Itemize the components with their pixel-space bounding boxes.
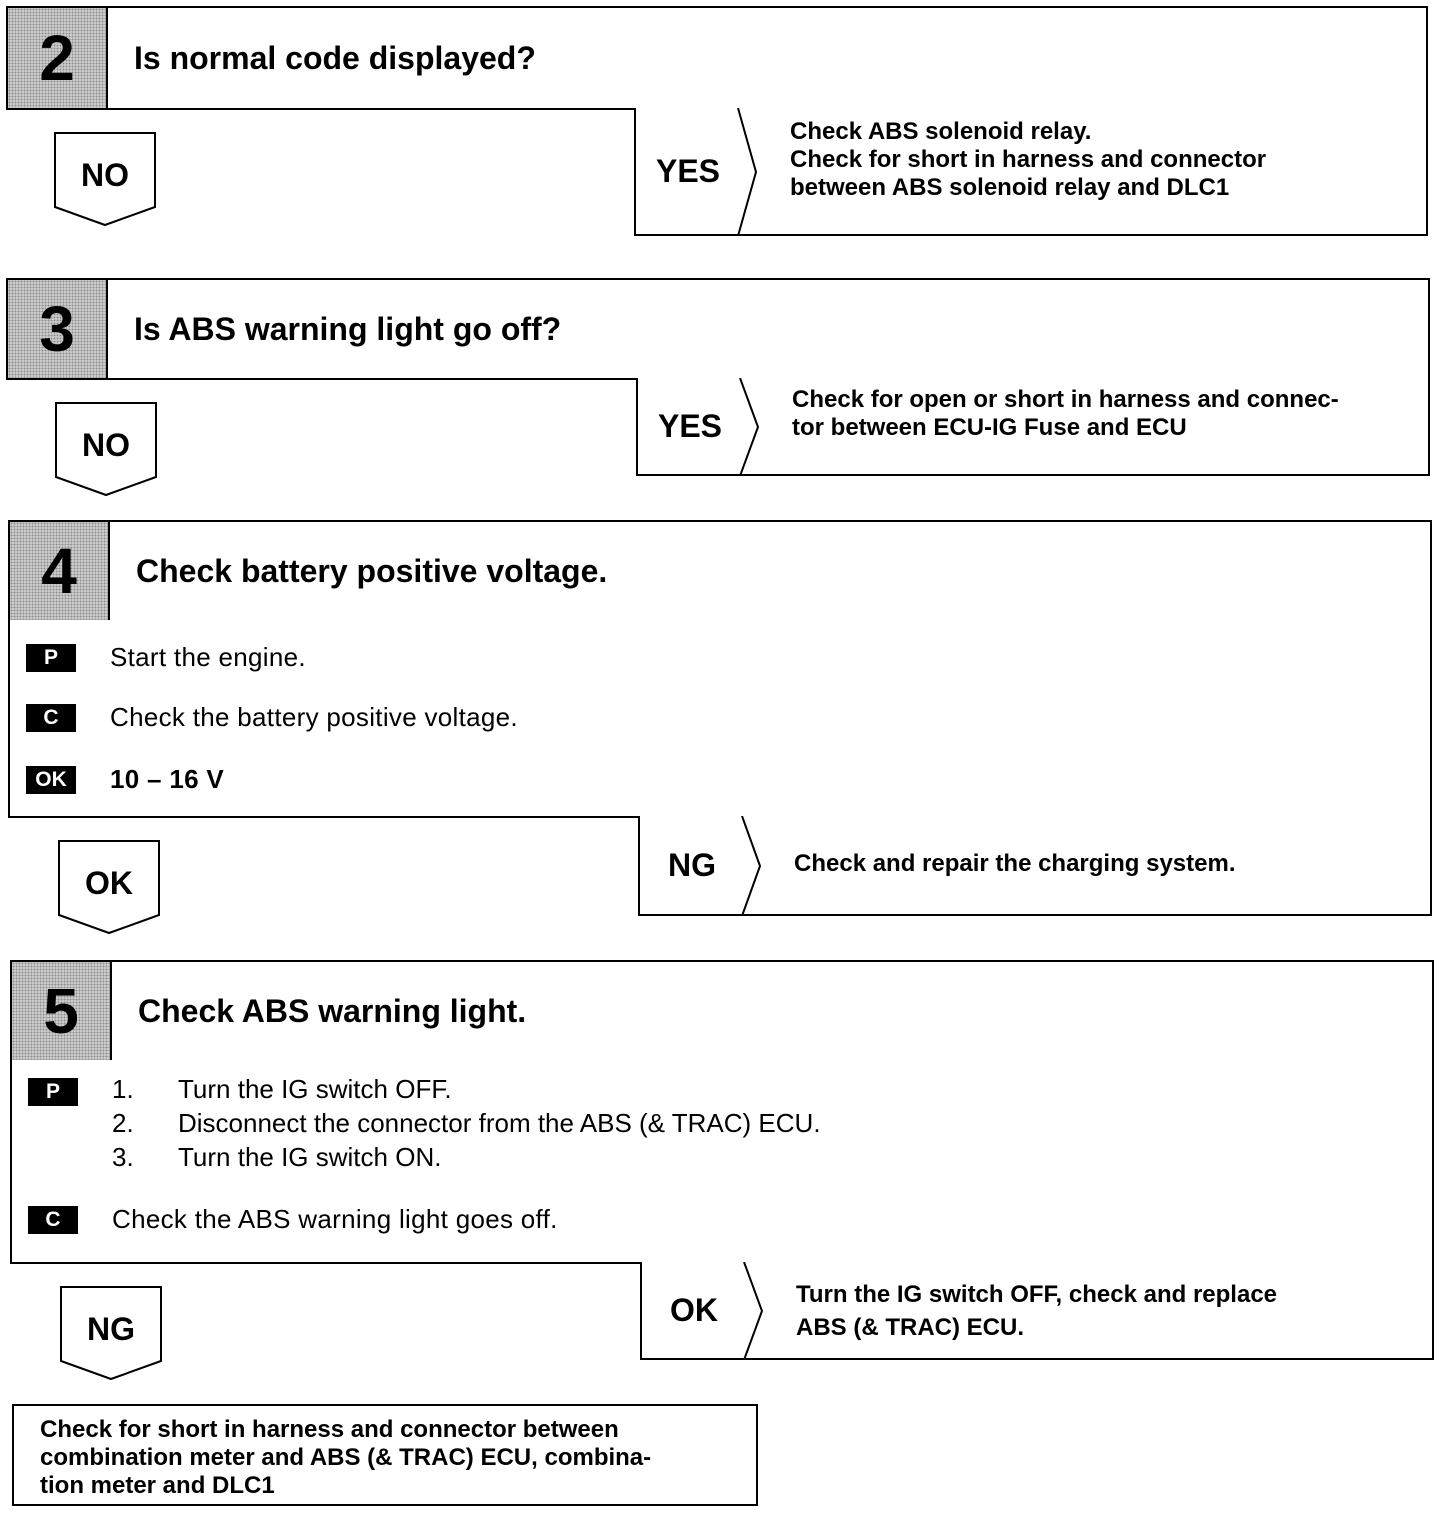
side-branch-label: YES <box>655 152 721 189</box>
step-number: 2 <box>8 8 108 108</box>
step-title: Is ABS warning light go off? <box>134 310 562 347</box>
step-5-side-branch <box>640 1262 1434 1360</box>
step-4-side-branch <box>638 816 1432 916</box>
check-badge: C <box>28 1206 78 1234</box>
procedure-text: Start the engine. <box>110 642 306 672</box>
step-3-down-arrow <box>55 402 157 498</box>
step-3-side-branch <box>636 378 1430 476</box>
step-3-header <box>6 278 1430 380</box>
ok-badge: OK <box>26 766 76 794</box>
ok-spec-text: 10 – 16 V <box>110 764 225 794</box>
side-branch-label: NG <box>668 846 716 883</box>
procedure-steps-list <box>112 1074 821 1176</box>
procedure-badge: P <box>26 644 76 672</box>
down-arrow-label: NO <box>81 156 129 193</box>
step-2-down-arrow <box>54 132 156 228</box>
step-number: 3 <box>8 280 108 378</box>
step-number: 5 <box>12 962 112 1060</box>
step-number: 4 <box>10 522 110 620</box>
step-5-procedure <box>10 1060 1434 1264</box>
step-4-header <box>8 520 1432 622</box>
step-2-side-branch <box>634 108 1428 236</box>
list-item: 3. Turn the IG switch ON. <box>112 1142 442 1172</box>
side-branch-text: Turn the IG switch OFF, check and replace ABS (& TRAC) ECU. <box>796 1281 1278 1341</box>
side-branch-text: Check and repair the charging system. <box>794 850 1236 877</box>
step-title: Check battery positive voltage. <box>136 552 608 589</box>
list-item: 2. Disconnect the connector from the ABS (& TRAC) ECU. <box>112 1108 821 1138</box>
down-arrow-label: NO <box>82 426 130 463</box>
step-5-down-arrow <box>60 1286 162 1382</box>
down-arrow-label: NG <box>87 1310 135 1347</box>
check-text: Check the battery positive voltage. <box>110 702 518 732</box>
step-4-down-arrow <box>58 840 160 936</box>
step-title: Is normal code displayed? <box>134 39 536 76</box>
side-branch-label: YES <box>657 407 723 444</box>
step-5-header <box>10 960 1434 1062</box>
check-text: Check the ABS warning light goes off. <box>112 1204 558 1234</box>
side-branch-label: OK <box>670 1291 718 1328</box>
check-badge: C <box>26 704 76 732</box>
step-title: Check ABS warning light. <box>138 992 527 1029</box>
side-branch-text: Check ABS solenoid relay. Check for short in harness and connector between ABS solenoid relay and DLC1 <box>790 118 1267 201</box>
final-action-box: Check for short in harness and connector between combination meter and ABS (& TRAC) ECU, combina- tion meter and DLC1 <box>12 1404 758 1506</box>
list-item: 1. Turn the IG switch OFF. <box>112 1074 452 1104</box>
procedure-badge: P <box>28 1078 78 1106</box>
step-4-procedure <box>8 620 1432 818</box>
step-2-header <box>6 6 1428 110</box>
side-branch-text: Check for open or short in harness and connec- tor between ECU-IG Fuse and ECU <box>792 386 1339 441</box>
down-arrow-label: OK <box>85 864 133 901</box>
